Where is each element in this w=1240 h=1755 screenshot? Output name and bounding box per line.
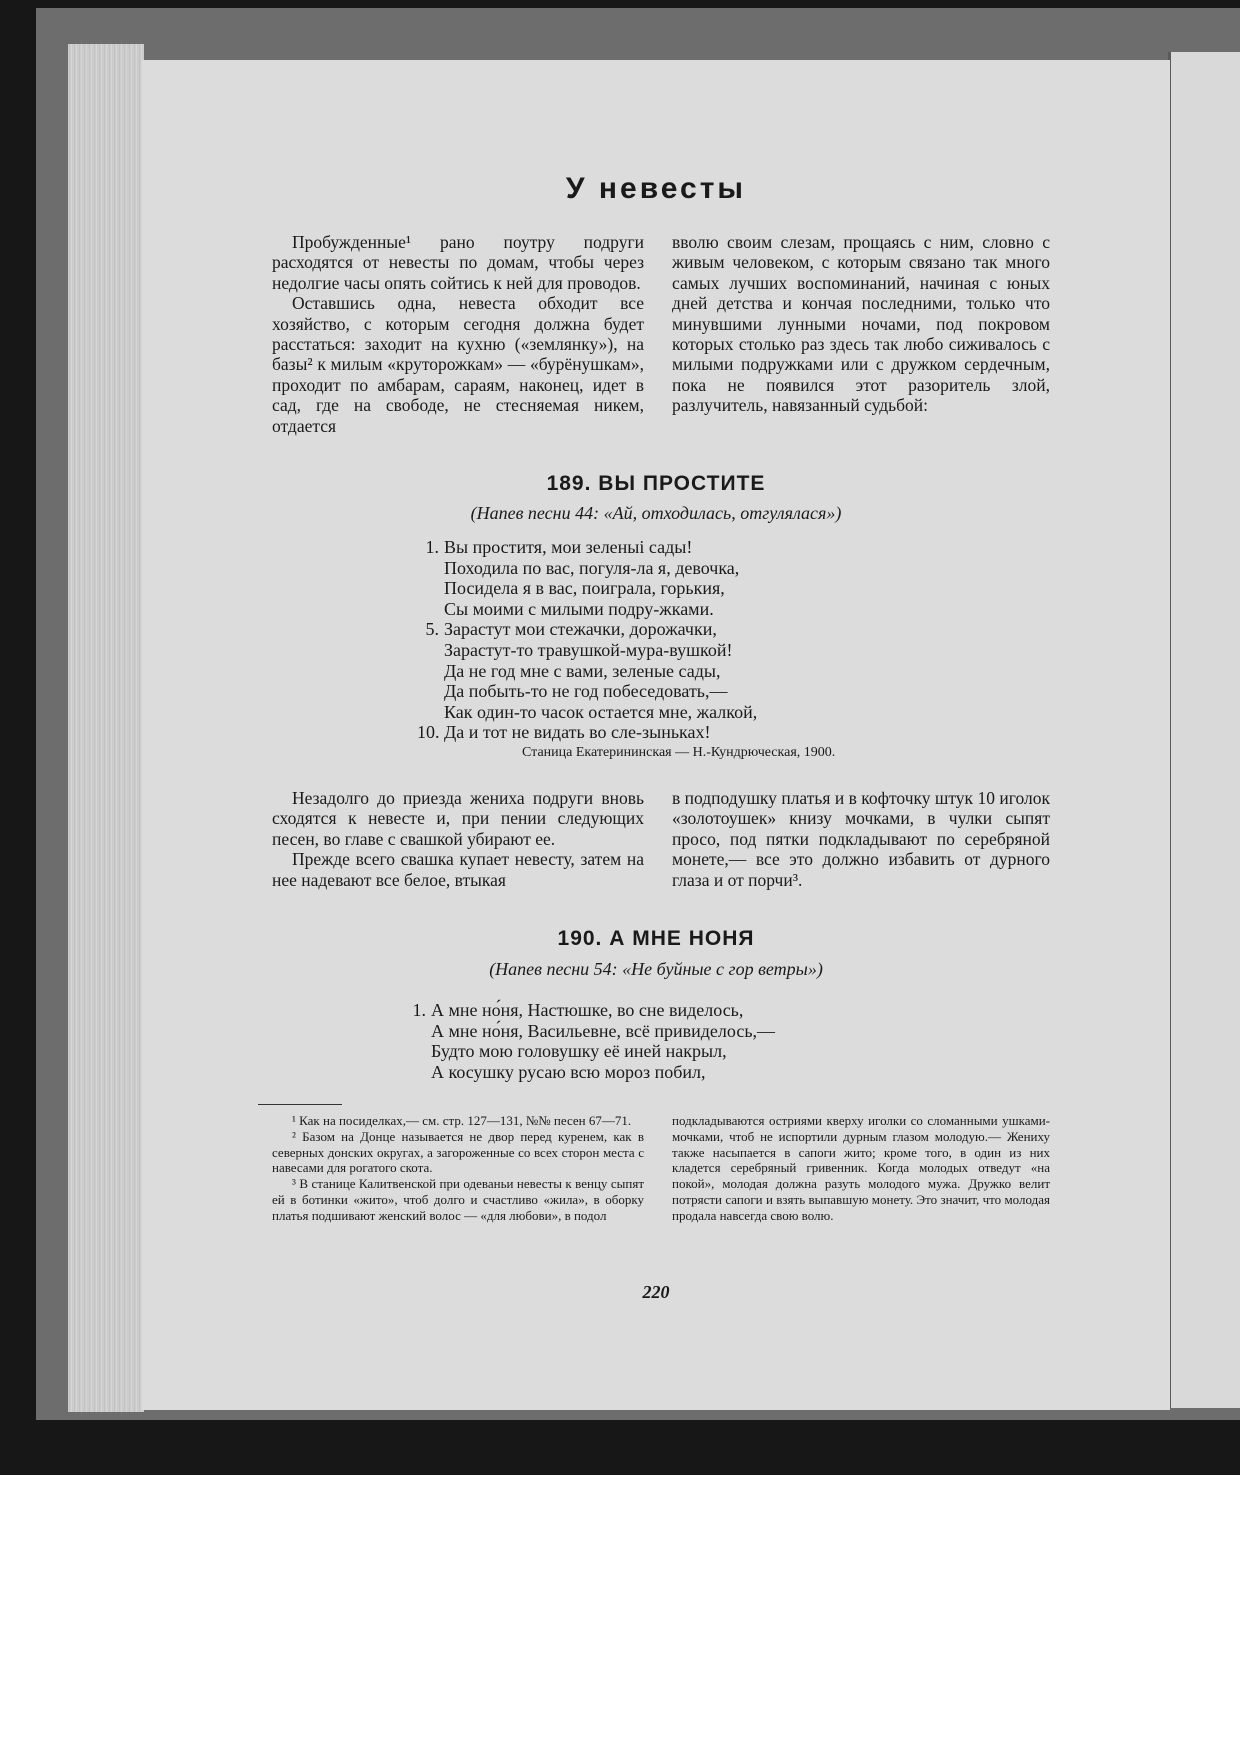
intro-left-column <box>272 232 644 436</box>
footnote: ² Базом на Донце называется не двор перед куренем, как в северных донских округах, а загороженные со всех сторон места с навесами для рогатого скота. <box>272 1128 644 1176</box>
facing-page-edge <box>1168 52 1240 1408</box>
verse-number: 1. <box>412 1000 426 1020</box>
page-edges <box>68 44 144 1412</box>
footnotes-left <box>272 1113 644 1224</box>
intro-paragraph: Пробужденные¹ рано поутру подруги расходятся от невесты по домам, чтобы через недолгие часы опять сойтись к ней для проводов. <box>272 232 644 293</box>
book-page <box>142 60 1170 1410</box>
section-title: У невесты <box>565 172 747 205</box>
verse-number: 10. <box>417 722 440 743</box>
body-paragraph: Незадолго до приезда жениха подруги вновь сходятся к невесте и, при пении следующих песен, во главе с свашкой убирают ее. <box>272 788 644 849</box>
verse-line: А мне но́ня, Васильевне, всё привиделось,— <box>431 1020 776 1041</box>
intro-paragraph: Оставшись одна, невеста обходит все хозяйство, с которым сегодня должна будет расстаться: заходит на кухню («землянку»), на базы² к милым «круторожкам» — «бурёнушкам», проходит по амбарам, сараям, наконец, идет в сад, где на свободе, не стесняемая никем, отдается <box>272 293 644 436</box>
intro-paragraph: вволю своим слезам, прощаясь с ним, словно с живым человеком, с которым связано так много самых лучших воспоминаний, начиная с юных дней детства и кончая последними, только что минувшими лунными ночами, под покровом которых столько раз здесь так любо сиживалось с милыми подружками или с дружком сердечным, пока не появился этот разоритель злой, разлучитель, навязанный судьбой: <box>672 232 1050 416</box>
footnote-rule <box>258 1104 342 1105</box>
song-189-tune: (Напев песни 44: «Ай, отходилась, отгулялася») <box>470 503 842 523</box>
verse-number: 1. <box>425 537 439 557</box>
song-189-source: Станица Екатерининская — Н.-Кундрюческая, 1900. <box>522 745 836 760</box>
middle-left-column <box>272 788 644 890</box>
song-190-title: 190. А МНЕ НОНЯ <box>557 927 755 950</box>
verse-line: 10. Да и тот не видать во сле-зыньках! <box>417 722 711 743</box>
verse-line: Зарастут-то травушкой-мура-вушкой! <box>444 639 733 660</box>
song-190-verses <box>404 1000 775 1082</box>
verse-line: 1. Вы проститя, мои зеленыі сады! <box>417 537 757 558</box>
page-number: 220 <box>642 1282 670 1302</box>
song-189-title: 189. ВЫ ПРОСТИТЕ <box>546 472 766 495</box>
blank-margin <box>0 1475 1240 1755</box>
body-paragraph: в подподушку платья и в кофточку штук 10 иголок «золотоушек» книзу мочками, в чулки сыпят просо, под пятки подкладывают по серебряной монете,— все это должно избавить от дурного глаза и от порчи³. <box>672 788 1050 890</box>
verse-line: Как один-то часок остается мне, жалкой, <box>444 701 758 722</box>
verse-line: Сы моими с милыми подру-жками. <box>444 598 714 619</box>
verse-line: Посидела я в вас, поиграла, горькия, <box>444 578 725 599</box>
verse-line: 1. А мне но́ня, Настюшке, во сне виделось, <box>404 1000 775 1021</box>
footnote: подкладываются остриями кверху иголки со сломанными ушками-мочками, чтоб не испортили дурным глазом молодую.— Жениху также насыпается в сапоги жито; кроме того, в один из них кладется серебряный гривенник. Когда молодых отведут «на покой», молодая должна разуть молодого мужа. Дружко велит потрясти сапоги и взять выпавшую монету. Это значит, что молодая продала навсегда свою волю. <box>672 1113 1050 1223</box>
verse-line: 5. Зарастут мои стежачки, дорожачки, <box>417 619 757 640</box>
middle-right-column <box>672 788 1050 890</box>
verse-line: Походила по вас, погуля-ла я, девочка, <box>444 557 740 578</box>
footnote: ¹ Как на посиделках,— см. стр. 127—131, №№ песен 67—71. <box>292 1113 632 1128</box>
song-189-verses <box>417 537 757 743</box>
intro-right-column <box>672 232 1050 416</box>
song-190-tune: (Напев песни 54: «Не буйные с гор ветры») <box>489 959 823 979</box>
body-paragraph: Прежде всего свашка купает невесту, затем на нее надевают все белое, втыкая <box>272 849 644 890</box>
footnote: ³ В станице Калитвенской при одеваньи невесты к венцу сыпят ей в ботинки «жито», чтоб долго и счастливо «жила», в оборку платья подшивают женский волос — «для любови», в подол <box>272 1176 644 1223</box>
verse-line: Да побыть-то не год побеседовать,— <box>444 681 728 702</box>
footnotes-right <box>672 1113 1050 1224</box>
verse-line: Будто мою головушку её иней накрыл, <box>431 1041 727 1062</box>
verse-line: А косушку русаю всю мороз побил, <box>431 1061 706 1082</box>
verse-line: Да не год мне с вами, зеленые сады, <box>444 660 721 681</box>
verse-number: 5. <box>425 619 439 640</box>
